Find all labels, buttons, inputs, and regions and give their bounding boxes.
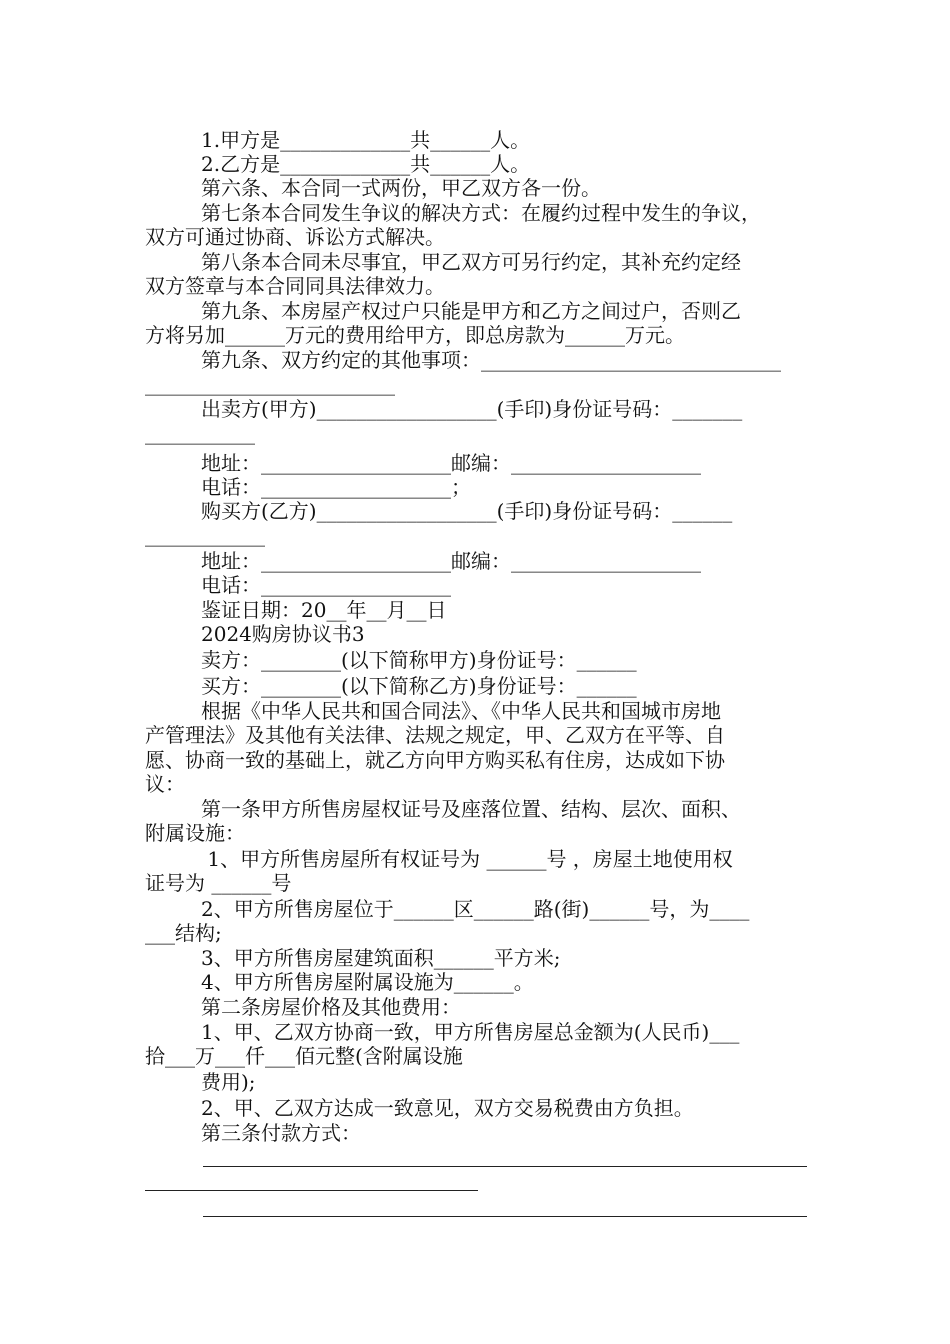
payment-blank-line-1 [203,1166,807,1167]
buyer-signature-line: 购买方(乙方)__________________(手印)身份证号码：______ [201,499,733,523]
clause-2-1-line-2: 拾___万___仟___佰元整(含附属设施 [145,1044,463,1068]
article-9-line-1: 第九条、本房屋产权过户只能是甲方和乙方之间过户，否则乙 [201,299,741,323]
article-9-line-2: 方将另加______万元的费用给甲方，即总房款为______万元。 [145,323,685,347]
payment-blank-line-2 [145,1190,478,1191]
party-a-count-line: 1.甲方是_____________共______人。 [201,128,531,152]
other-matters-line-2: _________________________ [145,372,395,396]
certification-date-line: 鉴证日期：20__年__月__日 [201,598,447,622]
clause-1-3: 3、甲方所售房屋建筑面积______平方米; [201,946,561,970]
clause-2-1-line-1: 1、甲、乙双方协商一致，甲方所售房屋总金额为(人民币)___ [201,1020,740,1044]
clause-2-2: 2、甲、乙双方达成一致意见，双方交易税费由方负担。 [201,1096,694,1120]
payment-blank-line-3 [203,1216,807,1217]
article-8-line-2: 双方签章与本合同同具法律效力。 [145,274,445,298]
seller-signature-line: 出卖方(甲方)__________________(手印)身份证号码：_______ [201,397,743,421]
preamble-line-3: 愿、协商一致的基础上，就乙方向甲方购买私有住房，达成如下协 [145,748,725,772]
article-7-line-2: 双方可通过协商、诉讼方式解决。 [145,225,445,249]
article-2-heading: 第二条房屋价格及其他费用： [201,995,461,1019]
clause-1-4: 4、甲方所售房屋附属设施为______。 [201,970,534,994]
buyer-line: 买方：________(以下简称乙方)身份证号：______ [201,674,637,698]
article-8-line-1: 第八条本合同未尽事宜，甲乙双方可另行约定，其补充约定经 [201,250,741,274]
preamble-line-2: 产管理法》及其他有关法律、法规之规定，甲、乙双方在平等、自 [145,723,725,747]
seller-id-continuation: ___________ [145,421,255,445]
article-1-heading-line-2: 附属设施： [145,821,245,845]
buyer-phone-line: 电话：___________________ [201,573,451,597]
seller-phone-line: 电话：___________________； [201,475,471,499]
article-3-heading: 第三条付款方式： [201,1121,361,1145]
buyer-address-line: 地址：___________________邮编：___________________ [201,549,701,573]
preamble-line-1: 根据《中华人民共和国合同法》、《中华人民共和国城市房地 [201,699,721,723]
other-matters-line-1: 第九条、双方约定的其他事项：______________________________ [201,348,781,372]
preamble-line-4: 议： [145,772,185,796]
clause-2-1-line-3: 费用); [201,1070,256,1094]
seller-line: 卖方：________(以下简称甲方)身份证号：______ [201,648,637,672]
clause-1-2-line-1: 2、甲方所售房屋位于______区______路(街)______号，为____ [201,897,750,921]
article-6: 第六条、本合同一式两份，甲乙双方各一份。 [201,176,601,200]
clause-1-2-line-2: ___结构; [145,921,222,945]
article-7-line-1: 第七条本合同发生争议的解决方式：在履约过程中发生的争议， [201,201,761,225]
seller-address-line: 地址：___________________邮编：___________________ [201,451,701,475]
document-heading: 2024购房协议书3 [201,622,365,646]
buyer-id-continuation: ____________ [145,523,265,547]
clause-1-1-line-2: 证号为 ______号 [145,871,292,895]
article-1-heading-line-1: 第一条甲方所售房屋权证号及座落位置、结构、层次、面积、 [201,797,741,821]
clause-1-1-line-1: 1、甲方所售房屋所有权证号为 ______号 ，房屋土地使用权 [201,847,733,871]
party-b-count-line: 2.乙方是_____________共______人。 [201,152,531,176]
